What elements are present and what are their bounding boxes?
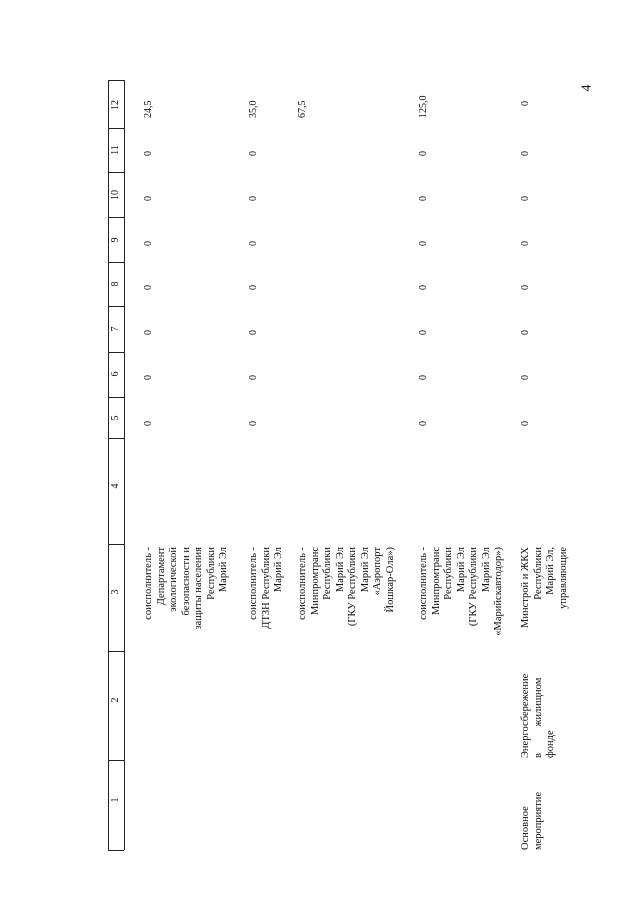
row-2-val-8: 0 [248, 285, 259, 290]
row-4-val-8: 0 [418, 285, 429, 290]
row-5-val-11: 0 [520, 151, 531, 156]
row-5-col-2: Энергосбережение в жилищном фонде [520, 673, 556, 758]
row-1-val-8: 0 [143, 285, 154, 290]
row-2-val-10: 0 [248, 196, 259, 201]
header-right-border [124, 80, 125, 850]
row-4-val-7: 0 [418, 330, 429, 335]
row-2-val-9: 0 [248, 241, 259, 246]
col-sep-3-4 [108, 544, 124, 545]
col-sep-1-2 [108, 760, 124, 761]
row-2-val-7: 0 [248, 330, 259, 335]
row-4-val-12: 125,0 [418, 95, 429, 118]
row-1-val-7: 0 [143, 330, 154, 335]
col-sep-6-7 [108, 352, 124, 353]
row-1-val-10: 0 [143, 196, 154, 201]
header-col-3: 3 [110, 589, 121, 595]
header-col-12: 12 [110, 100, 121, 110]
col-sep-4-5 [108, 438, 124, 439]
row-2-val-12: 35,0 [248, 100, 259, 118]
row-5-val-8: 0 [520, 285, 531, 290]
header-col-4: 4 [110, 483, 121, 489]
table-bottom-border [108, 850, 124, 851]
header-col-5: 5 [110, 415, 121, 421]
row-4-val-9: 0 [418, 241, 429, 246]
row-5-val-5: 0 [520, 421, 531, 426]
row-5-val-12: 0 [520, 101, 531, 106]
row-1-col-3: соисполнитель - Департамент экологической безопасности и защиты населения Республики Марий Эл [143, 547, 229, 630]
row-4-val-10: 0 [418, 196, 429, 201]
row-2-val-6: 0 [248, 375, 259, 380]
row-4-val-5: 0 [418, 421, 429, 426]
row-3-val-12: 67,5 [297, 100, 308, 118]
header-col-2: 2 [110, 697, 121, 703]
row-4-col-3: соисполнитель - Минпромтранс Республики Марий Эл (ГКУ Республики Марий Эл «Марийскавтодор») [418, 547, 504, 636]
col-sep-11-12 [108, 128, 124, 129]
header-col-11: 11 [110, 145, 121, 155]
header-col-6: 6 [110, 371, 121, 377]
row-5-val-7: 0 [520, 330, 531, 335]
page-number: 4 [579, 84, 595, 92]
row-1-val-12: 24,5 [143, 100, 154, 118]
row-4-val-11: 0 [418, 151, 429, 156]
row-2-val-11: 0 [248, 151, 259, 156]
header-col-7: 7 [110, 326, 121, 332]
row-5-col-3: Минстрой и ЖКХ Республики Марий Эл, управляющие [520, 547, 569, 628]
header-col-8: 8 [110, 281, 121, 287]
header-col-9: 9 [110, 237, 121, 243]
row-3-col-3: соисполнитель - Минпромтранс Республики Марий Эл (ГКУ Республики Марий Эл «Аэропорт Йошкар-Ола») [297, 547, 396, 627]
row-2-col-3: соисполнитель - ДТЗН Республики Марий Эл [248, 547, 284, 629]
row-1-val-11: 0 [143, 151, 154, 156]
row-2-val-5: 0 [248, 421, 259, 426]
header-col-1: 1 [110, 797, 121, 803]
header-col-10: 10 [110, 190, 121, 200]
header-left-border [108, 80, 109, 850]
row-5-val-6: 0 [520, 375, 531, 380]
col-sep-5-6 [108, 397, 124, 398]
table-top-border [108, 80, 124, 81]
col-sep-9-10 [108, 217, 124, 218]
row-1-val-9: 0 [143, 241, 154, 246]
col-sep-7-8 [108, 306, 124, 307]
row-5-col-1: Основное мероприятие [520, 792, 544, 850]
col-sep-8-9 [108, 262, 124, 263]
col-sep-10-11 [108, 172, 124, 173]
row-4-val-6: 0 [418, 375, 429, 380]
col-sep-2-3 [108, 651, 124, 652]
row-1-val-5: 0 [143, 421, 154, 426]
row-1-val-6: 0 [143, 375, 154, 380]
row-5-val-10: 0 [520, 196, 531, 201]
row-5-val-9: 0 [520, 241, 531, 246]
